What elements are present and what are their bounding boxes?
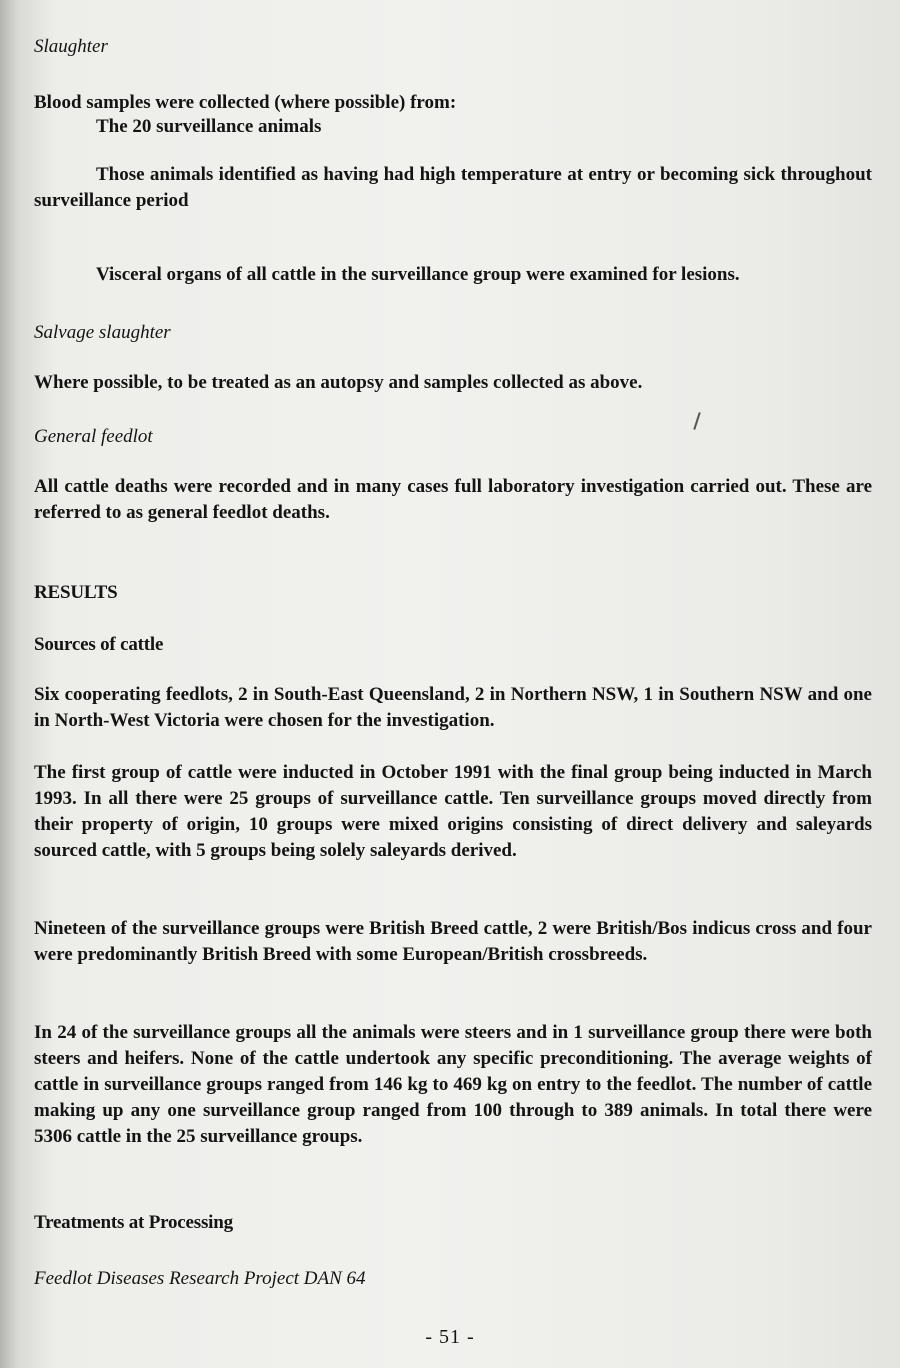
heading-slaughter: Slaughter	[34, 36, 108, 57]
heading-treatments-at-processing: Treatments at Processing	[34, 1212, 233, 1233]
paragraph-breeds: Nineteen of the surveillance groups were British Breed cattle, 2 were British/Bos indicus cross and four were predominantly British Breed with some European/British crossbreeds.	[34, 918, 872, 965]
paragraph-visceral-organs: Visceral organs of all cattle in the surveillance group were examined for lesions.	[96, 264, 740, 285]
heading-sources-of-cattle: Sources of cattle	[34, 634, 164, 655]
paragraph-first-group: The first group of cattle were inducted in October 1991 with the final group being inducted in March 1993. In all there were 25 groups of surveillance cattle. Ten surveillance groups moved directly from their property of origin, 10 groups were mixed origins consisting of direct delivery and saleyards sourced cattle, with 5 groups being solely saleyards derived.	[34, 762, 872, 861]
paragraph-blood-samples-intro: Blood samples were collected (where possible) from:	[34, 92, 457, 113]
paragraph-surveillance-animals: The 20 surveillance animals	[96, 116, 322, 137]
paragraph-general-feedlot: All cattle deaths were recorded and in many cases full laboratory investigation carried out. These are referred to as general feedlot deaths.	[34, 476, 872, 523]
heading-salvage-slaughter: Salvage slaughter	[34, 322, 171, 343]
heading-general-feedlot: General feedlot	[34, 426, 153, 447]
paragraph-high-temperature: Those animals identified as having had high temperature at entry or becoming sick throughout surveillance period	[34, 164, 872, 211]
footer-project-title: Feedlot Diseases Research Project DAN 64	[34, 1268, 366, 1289]
paragraph-steers-heifers: In 24 of the surveillance groups all the animals were steers and in 1 surveillance group there were both steers and heifers. None of the cattle undertook any specific preconditioning. The average weights of cattle in surveillance groups ranged from 146 kg to 469 kg on entry to the feedlot. The number of cattle making up any one surveillance group ranged from 100 through to 389 animals. In total there were 5306 cattle in the 25 surveillance groups.	[34, 1022, 872, 1147]
heading-results: RESULTS	[34, 582, 118, 603]
paragraph-cooperating-feedlots: Six cooperating feedlots, 2 in South-East Queensland, 2 in Northern NSW, 1 in Southern NSW and one in North-West Victoria were chosen for the investigation.	[34, 684, 872, 731]
paragraph-salvage: Where possible, to be treated as an autopsy and samples collected as above.	[34, 372, 643, 393]
page-number: - 51 -	[425, 1326, 475, 1348]
